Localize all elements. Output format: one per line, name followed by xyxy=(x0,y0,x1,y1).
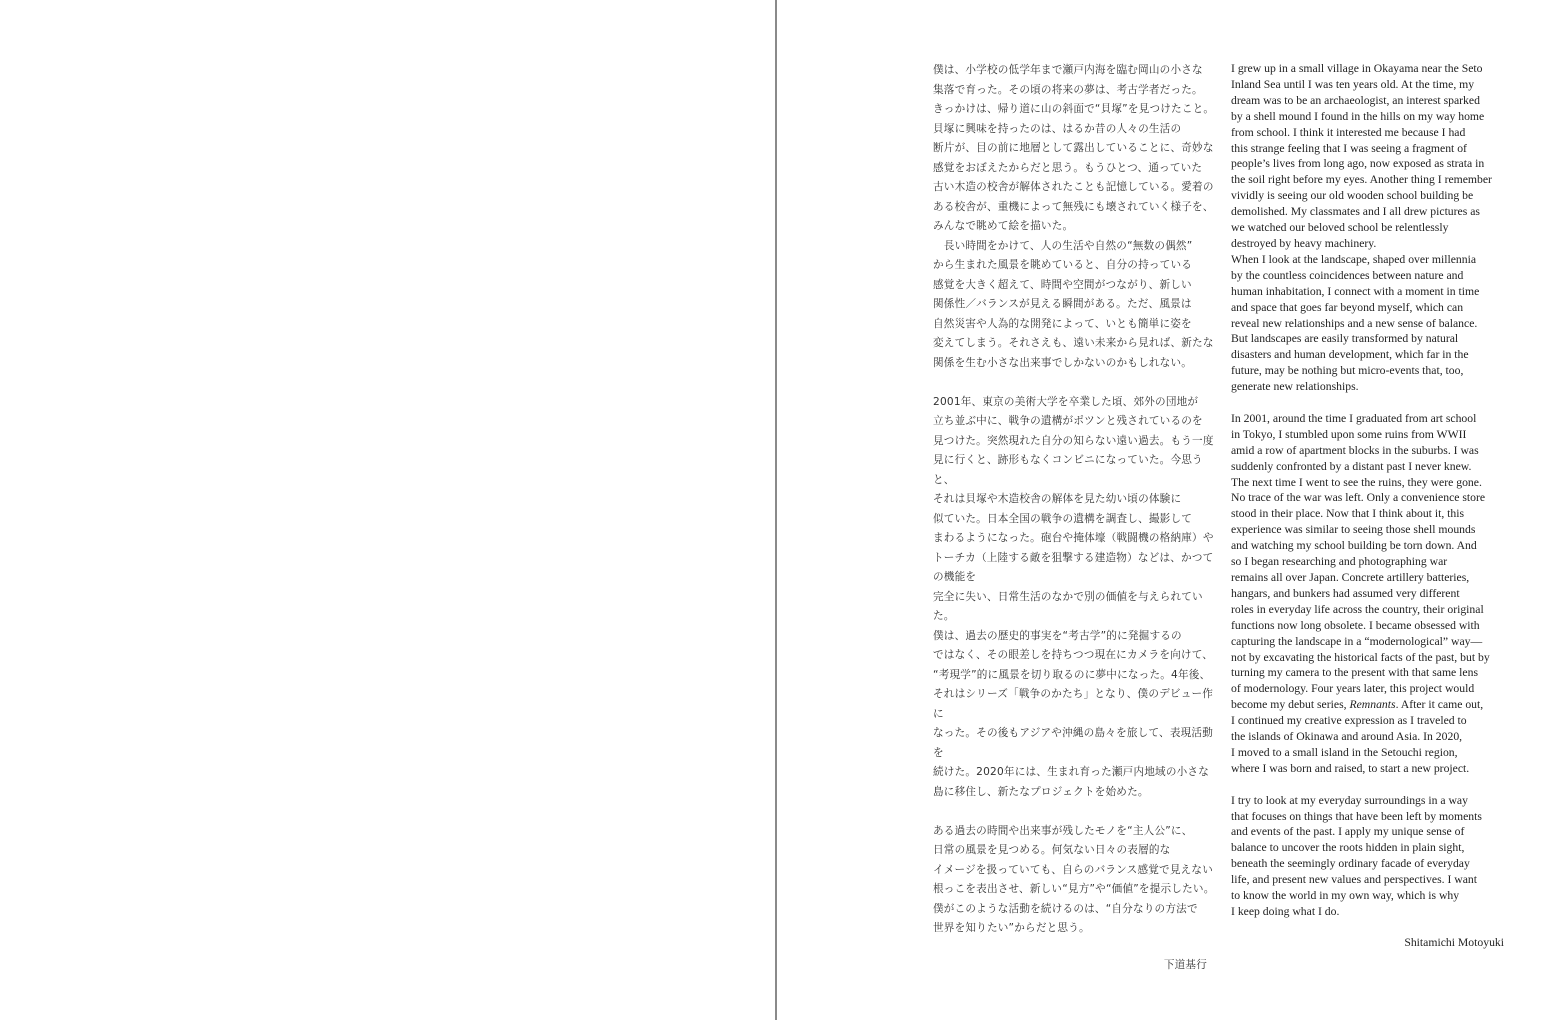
en-paragraph-3-body: In 2001, around the time I graduated from art school in Tokyo, I stumbled upon some ruins from WWII amid a row of apartment blocks in the suburbs. I was suddenly confronted by a distant past I never knew. The next time I went to see the ruins, they were gone. No trace of the war was left. Only a convenience store stood in their place. Now that I think about it, this experience was similar to seeing those shell mounds and watching my school building be torn down. And so I began researching and photographing war remains all over Japan. Concrete artillery batteries, hangars, and bunkers had assumed very different roles in everyday life across the country, their original functions now long obsolete. I became obsessed with capturing the landscape in a “modernological” way— not by excavating the historical facts of the past, but by turning my camera to the present with that same lens of modernology. Four years later, this project would become my debut series, xyxy=(1231,411,1490,712)
series-title-remnants: Remnants xyxy=(1349,698,1396,712)
left-page-blank xyxy=(0,0,775,1020)
en-paragraph-3 xyxy=(1231,411,1511,777)
en-paragraph-4: I try to look at my everyday surroundings in a way that focuses on things that have been left by moments and events of the past. I apply my unique sense of balance to uncover the roots hidden in plain sight, beneath the seemingly ordinary facade of everyday life, and present new values and perspectives. I want to know the world in my own way, which is why I keep doing what I do. xyxy=(1231,793,1482,918)
ja-paragraph-3: 2001年、東京の美術大学を卒業した頃、郊外の団地が 立ち並ぶ中に、戦争の遺構がポツンと残されているのを 見つけた。突然現れた自分の知らない遠い過去。もう一度 見に行くと、跡形もなくコンビニになっていた。今思うと、 それは貝塚や木造校舎の解体を見た幼い頃の体験に 似ていた。日本全国の戦争の遺構を調査し、撮影して まわるようになった。砲台や掩体壕（戦闘機の格納庫）や トーチカ（上陸する敵を狙撃する建造物）などは、かつての機能を 完全に失い、日常生活のなかで別の価値を与えられていた。 僕は、過去の歴史的事実を“考古学”的に発掘するの ではなく、その眼差しを持ちつつ現在にカメラを向けて、 “考現学”的に風景を切り取るのに夢中になった。4年後、 それはシリーズ「戦争のかたち」となり、僕のデビュー作に なった。その後もアジアや沖縄の島々を旅して、表現活動を 続けた。2020年には、生まれ育った瀬戸内地域の小さな 島に移住し、新たなプロジェクトを始めた。 xyxy=(933,395,1214,798)
ja-paragraph-1: 僕は、小学校の低学年まで瀬戸内海を臨む岡山の小さな 集落で育った。その頃の将来の夢は、考古学者だった。 きっかけは、帰り道に山の斜面で“貝塚”を見つけたこと。 貝塚に興味を持ったのは、はるか昔の人々の生活の 断片が、目の前に地層として露出していることに、奇妙な 感覚をおぼえたからだと思う。もうひとつ、通っていた 古い木造の校舎が解体されたことも記憶している。愛着の ある校舎が、重機によって無残にも壊されていく様子を、 みんなで眺めて絵を描いた。 xyxy=(933,64,1215,232)
ja-paragraph-4: ある過去の時間や出来事が残したモノを“主人公”に、 日常の風景を見つめる。何気ない日々の表層的な イメージを扱っていても、自らのバランス感覚で見えない 根っこを表出させ、新しい“見方”や“価値”を提示したい。 僕がこのような活動を続けるのは、“自分なりの方法で 世界を知りたい”からだと思う。 xyxy=(933,824,1215,934)
ja-paragraph-2: 長い時間をかけて、人の生活や自然の“無数の偶然” から生まれた風景を眺めていると、自分の持っている 感覚を大きく超えて、時間や空間がつながり、新しい 関係性／バランスが見える瞬間がある。ただ、風景は 自然災害や人為的な開発によって、いとも簡単に姿を 変えてしまう。それさえも、遠い未来から見れば、新たな 関係を生む小さな出来事でしかないのかもしれない。 xyxy=(933,239,1214,369)
ja-author-signature: 下道基行 xyxy=(1163,958,1207,971)
en-paragraph-2: When I look at the landscape, shaped over millennia by the countless coincidences between nature and human inhabitation, I connect with a moment in time and space that goes far beyond myself, which can reveal new relationships and a new sense of balance. But landscapes are easily transformed by natural disasters and human development, which far in the future, may be nothing but micro-events that, too, generate new relationships. xyxy=(1231,252,1480,394)
english-text-column xyxy=(1231,61,1511,951)
japanese-text-column xyxy=(933,61,1219,975)
en-author-signature: Shitamichi Motoyuki xyxy=(1404,935,1504,949)
en-paragraph-3-tail: . After it came out, I continued my creative expression as I traveled to the islands of Okinawa and around Asia. In 2020, I moved to a small island in the Setouchi region, where I was born and raised, to start a new project. xyxy=(1231,698,1484,775)
en-paragraph-1: I grew up in a small village in Okayama near the Seto Inland Sea until I was ten years old. At the time, my dream was to be an archaeologist, an interest sparked by a shell mound I found in the hills on my way home from school. I think it interested me because I had this strange feeling that I was seeing a fragment of people’s lives from long ago, now exposed as strata in the soil right before my eyes. Another thing I remember vividly is seeing our old wooden school building be demolished. My classmates and I all drew pictures as we watched our beloved school be relentlessly destroyed by heavy machinery. xyxy=(1231,62,1492,250)
